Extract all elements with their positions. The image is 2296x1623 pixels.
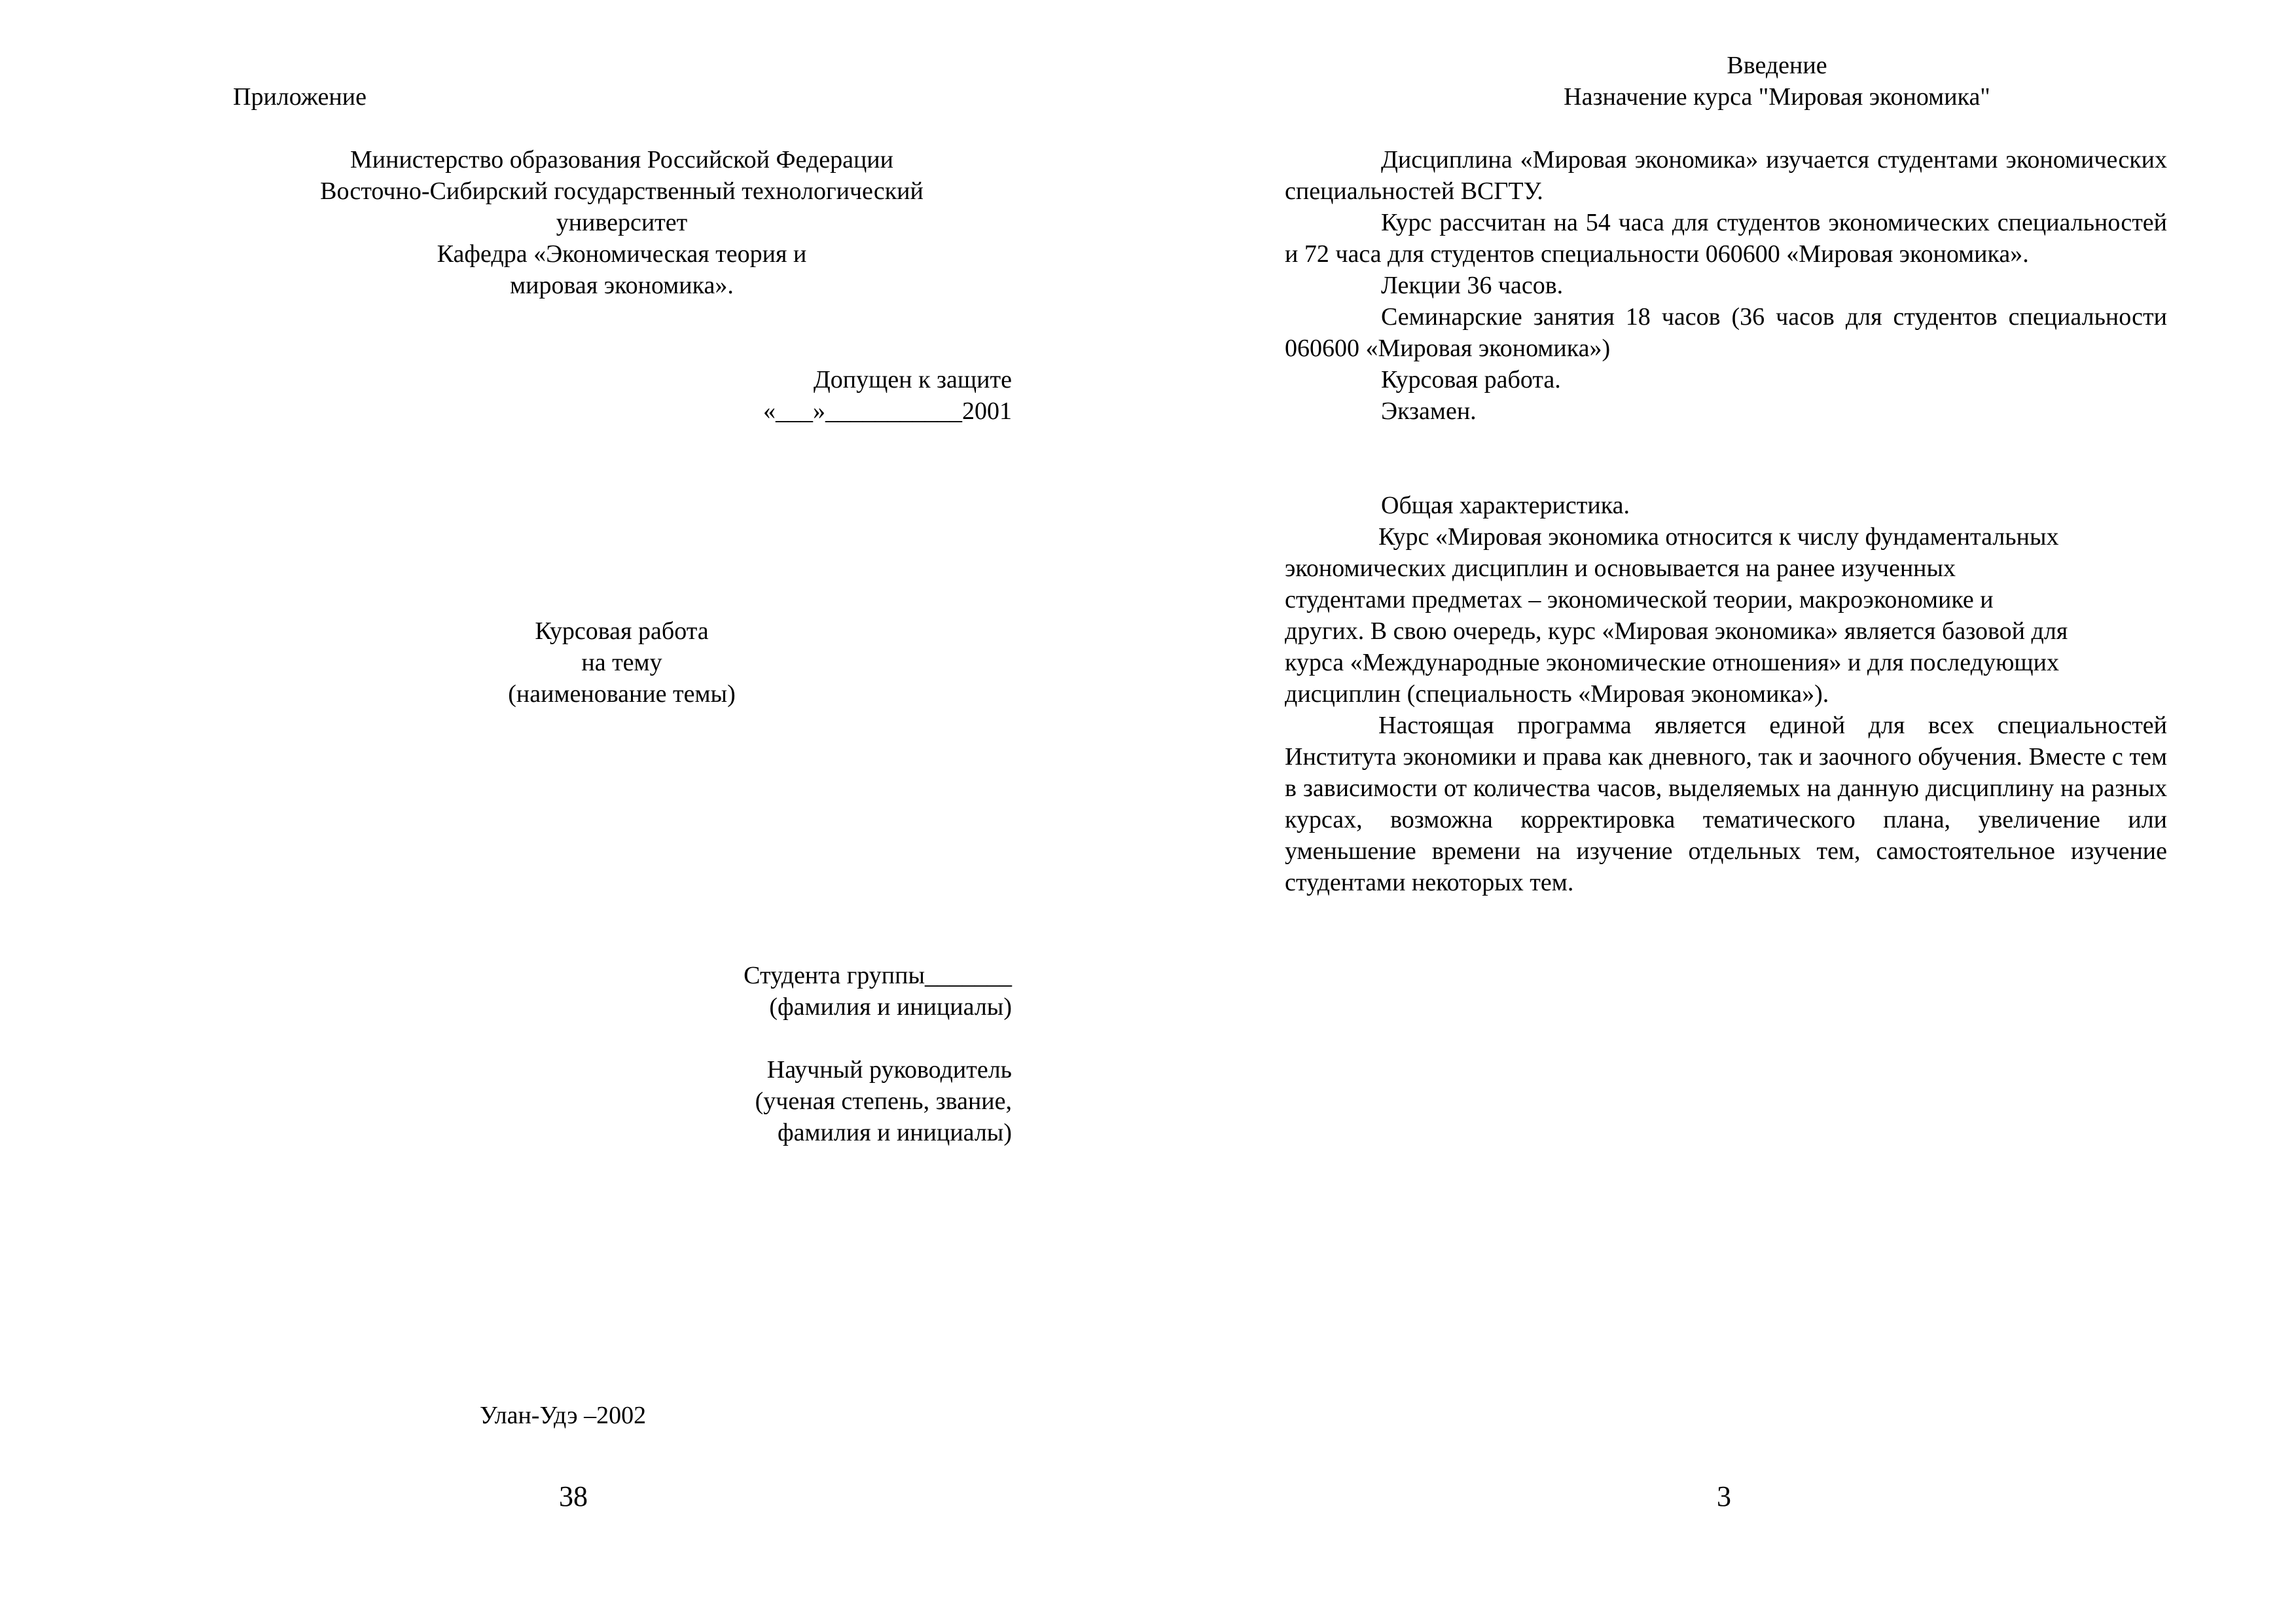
general-line: студентами предметах – экономической теории, макроэкономике и [1285,586,1994,613]
topic-label: на тему [581,649,662,676]
paragraph-discipline: Дисциплина «Мировая экономика» изучается студентами экономических специальностей ВСГТУ. [1285,146,2167,205]
supervisor-name-placeholder: фамилия и инициалы) [777,1119,1012,1146]
paragraph-seminars: Семинарские занятия 18 часов (36 часов для студентов специальности 060600 «Мировая экономика») [1285,303,2167,362]
general-heading: Общая характеристика. [1381,492,1630,519]
paragraph-exam: Экзамен. [1381,397,1477,425]
right-page [1148,0,2296,1623]
ministry-name: Министерство образования Российской Федерации [350,146,893,173]
intro-body [1285,144,2167,427]
general-line: дисциплин (специальность «Мировая экономика»). [1285,680,1829,708]
course-title-block [425,615,818,710]
program-block [1285,710,2167,898]
supervisor-degree-placeholder: (ученая степень, звание, [755,1087,1012,1115]
course-work-label: Курсовая работа [535,617,709,645]
general-line: Курс «Мировая экономика относится к числу фундаментальных [1378,523,2059,551]
student-name-placeholder: (фамилия и инициалы) [769,993,1012,1021]
appendix-label: Приложение [233,83,367,111]
topic-placeholder: (наименование темы) [508,680,736,708]
general-line: курса «Международные экономические отношения» и для последующих [1285,649,2059,676]
university-name-line2: университет [556,209,688,236]
student-group-line: Студента группы_______ [744,962,1012,989]
supervisor-block [589,1054,1012,1148]
page-number-right: 3 [1717,1480,1731,1512]
admission-date-line: «___»___________2001 [763,397,1012,425]
department-name-line1: Кафедра «Экономическая теория и [437,240,807,268]
intro-header [1374,50,2179,113]
admission-label: Допущен к защите [813,366,1012,393]
university-name-line1: Восточно-Сибирский государственный технологический [320,177,924,205]
general-line: экономических дисциплин и основывается на ранее изученных [1285,555,1956,582]
institution-block [262,144,982,301]
student-block [589,960,1012,1023]
general-line: других. В свою очередь, курс «Мировая экономика» является базовой для [1285,617,2068,645]
admission-block [589,364,1012,427]
city-year: Улан-Удэ –2002 [480,1402,647,1429]
paragraph-lectures: Лекции 36 часов. [1381,272,1564,299]
page-number-left: 38 [559,1480,588,1512]
intro-heading: Введение [1727,52,1827,79]
department-name-line2: мировая экономика». [510,272,734,299]
paragraph-program: Настоящая программа является единой для всех специальностей Института экономики и права как дневного, так и заочного обучения. Вместе с тем в зависимости от количества часов, выделяемых на данную дисциплину на разных курсах, возможна корректировка тематического плана, увеличение или уменьшение времени на изучение отдельных тем, самостоятельное изучение студентами некоторых тем. [1285,712,2167,896]
paragraph-hours: Курс рассчитан на 54 часа для студентов экономических специальностей и 72 часа для студентов специальности 060600 «Мировая экономика». [1285,209,2167,268]
paragraph-course-work: Курсовая работа. [1381,366,1561,393]
general-characteristics [1285,521,2167,710]
intro-subheading: Назначение курса "Мировая экономика" [1564,83,1990,111]
supervisor-label: Научный руководитель [766,1056,1012,1084]
